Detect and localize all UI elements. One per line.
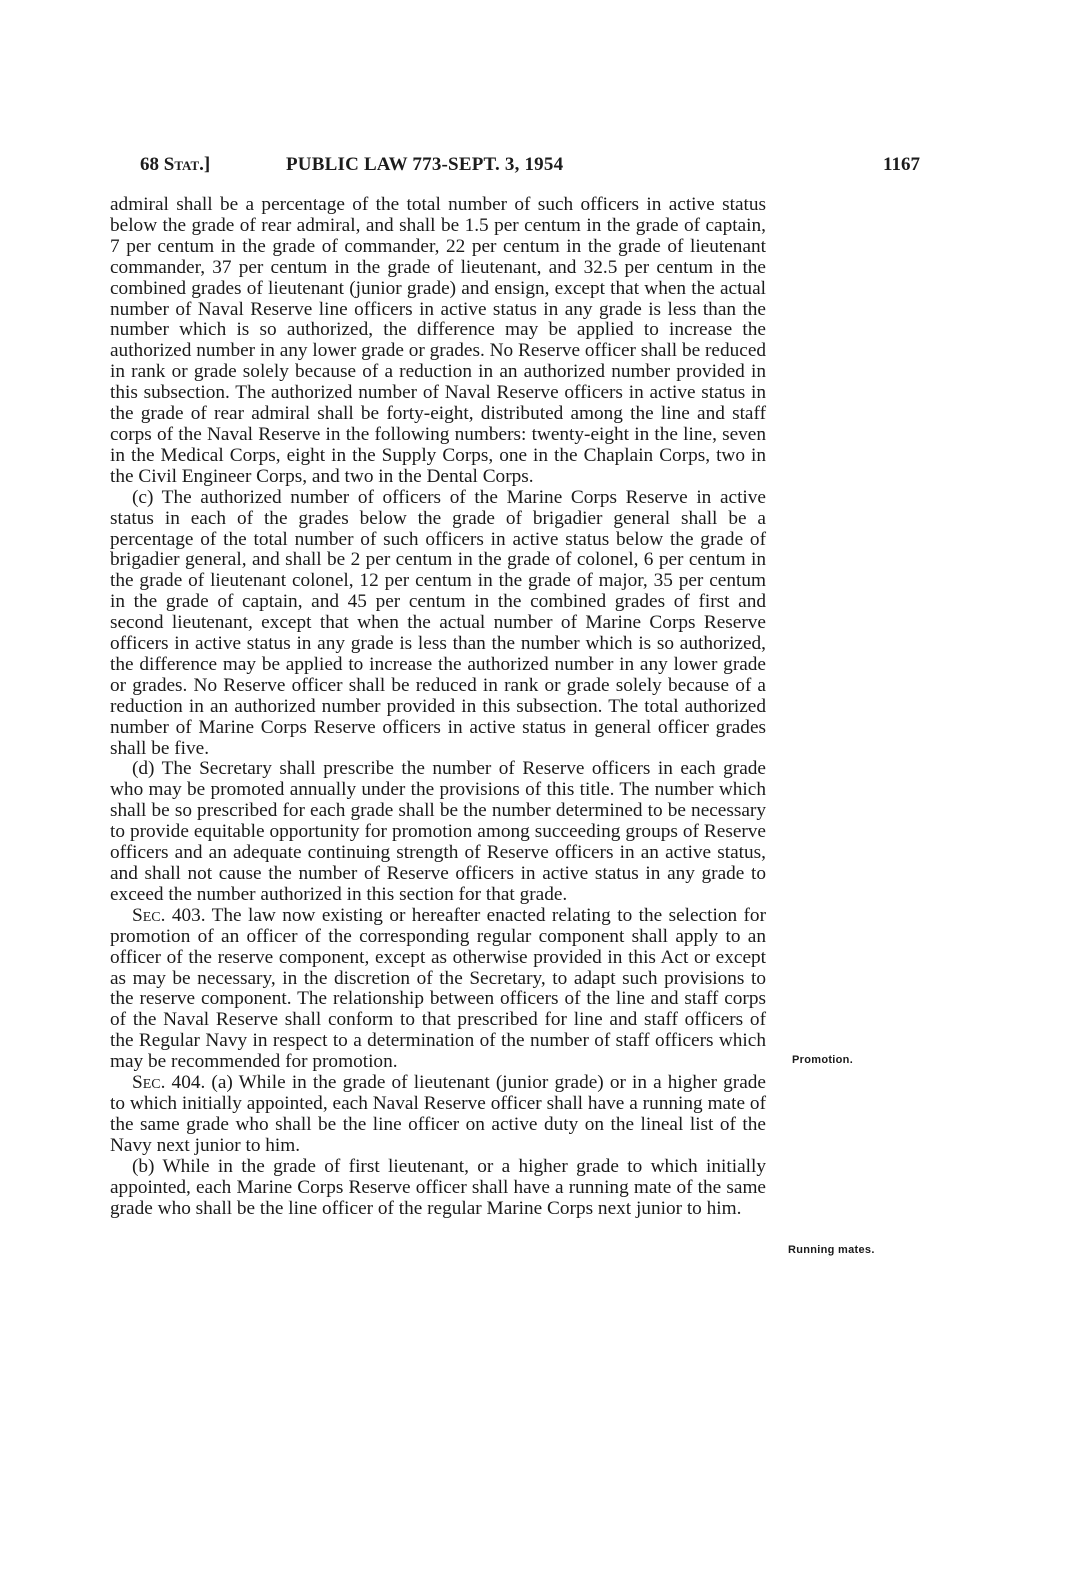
paragraph-subsection-d: (d) The Secretary shall prescribe the number of Reserve officers in each grade who may be promoted annually under the provisions of this title. The number which shall be so prescribed for each grade shall be the number determined to be necessary to provide equitable opportunity for promotion among succeeding groups of Reserve officers and an adequate continuing strength of Reserve officers in an active status, and shall not cause the number of Reserve officers in active status in any grade to exceed the number authorized in this section for that grade. (110, 758, 766, 905)
section-403-label: Sec. 403. (132, 904, 206, 926)
statute-body (110, 195, 766, 1219)
margin-note-promotion: Promotion. (792, 1054, 854, 1066)
paragraph-section-403 (110, 906, 766, 1073)
section-404-label: Sec. 404. (132, 1072, 206, 1094)
margin-note-running-mates: Running mates. (788, 1244, 875, 1256)
page-number: 1167 (883, 154, 920, 175)
paragraph-subsection-c: (c) The authorized number of officers of the Marine Corps Reserve in active status in each of the grades below the grade of brigadier general shall be a percentage of the total number of such officers in active status below the grade of brigadier general, and shall be 2 per centum in the grade of colonel, 6 per centum in the grade of lieutenant colonel, 12 per centum in the grade of major, 35 per centum in the grade of captain, and 45 per centum in the combined grades of first and second lieutenant, except that when the actual number of Marine Corps Reserve officers in active status in any grade is less than the number which is so authorized, the difference may be applied to increase the authorized number in any lower grade or grades. No Reserve officer shall be reduced in rank or grade solely because of a reduction in an authorized number provided in this subsection. The total authorized number of Marine Corps Reserve officers in active status in general officer grades shall be five. (110, 486, 766, 759)
section-403-text: The law now existing or hereafter enacted relating to the selection for promotion of an officer of the corresponding regular component shall apply to an officer of the reserve component, except as otherwise provided in this Act or except as may be necessary, in the discretion of the Secretary, to adapt such provisions to the reserve component. The relationship between officers of the line and staff corps of the Naval Reserve shall conform to that prescribed for line and staff officers of the Regular Navy in respect to a determination of the number of staff officers which may be recommended for promotion. (110, 904, 766, 1073)
section-404a-text: (a) While in the grade of lieutenant (junior grade) or in a higher grade to which initially appointed, each Naval Reserve officer shall have a running mate of the same grade who shall be the line officer on active duty on the lineal list of the Navy next junior to him. (110, 1072, 766, 1156)
paragraph-section-404a (110, 1073, 766, 1157)
paragraph-section-404b: (b) While in the grade of first lieutenant, or a higher grade to which initially appointed, each Marine Corps Reserve officer shall have a running mate of the same grade who shall be the line officer of the regular Marine Corps next junior to him. (110, 1155, 766, 1219)
page-header (140, 154, 920, 178)
volume-reference: 68 Stat.] (140, 154, 211, 175)
law-title: PUBLIC LAW 773-SEPT. 3, 1954 (286, 154, 564, 175)
paragraph-rear-admiral-continuation: admiral shall be a percentage of the total number of such officers in active status below the grade of rear admiral, and shall be 1.5 per centum in the grade of captain, 7 per centum in the grade of commander, 22 per centum in the grade of lieutenant commander, 37 per centum in the grade of lieutenant, and 32.5 per centum in the combined grades of lieutenant (junior grade) and ensign, except that when the actual number of Naval Reserve line officers in active status in any grade is less than the number which is so authorized, the difference may be applied to increase the authorized number in any lower grade or grades. No Reserve officer shall be reduced in rank or grade solely because of a reduction in an authorized number provided in this subsection. The authorized number of Naval Reserve officers in active status in the grade of rear admiral shall be forty-eight, distributed among the line and staff corps of the Naval Reserve in the following numbers: twenty-eight in the line, seven in the Medical Corps, eight in the Supply Corps, one in the Chaplain Corps, two in the Civil Engineer Corps, and two in the Dental Corps. (110, 194, 767, 487)
